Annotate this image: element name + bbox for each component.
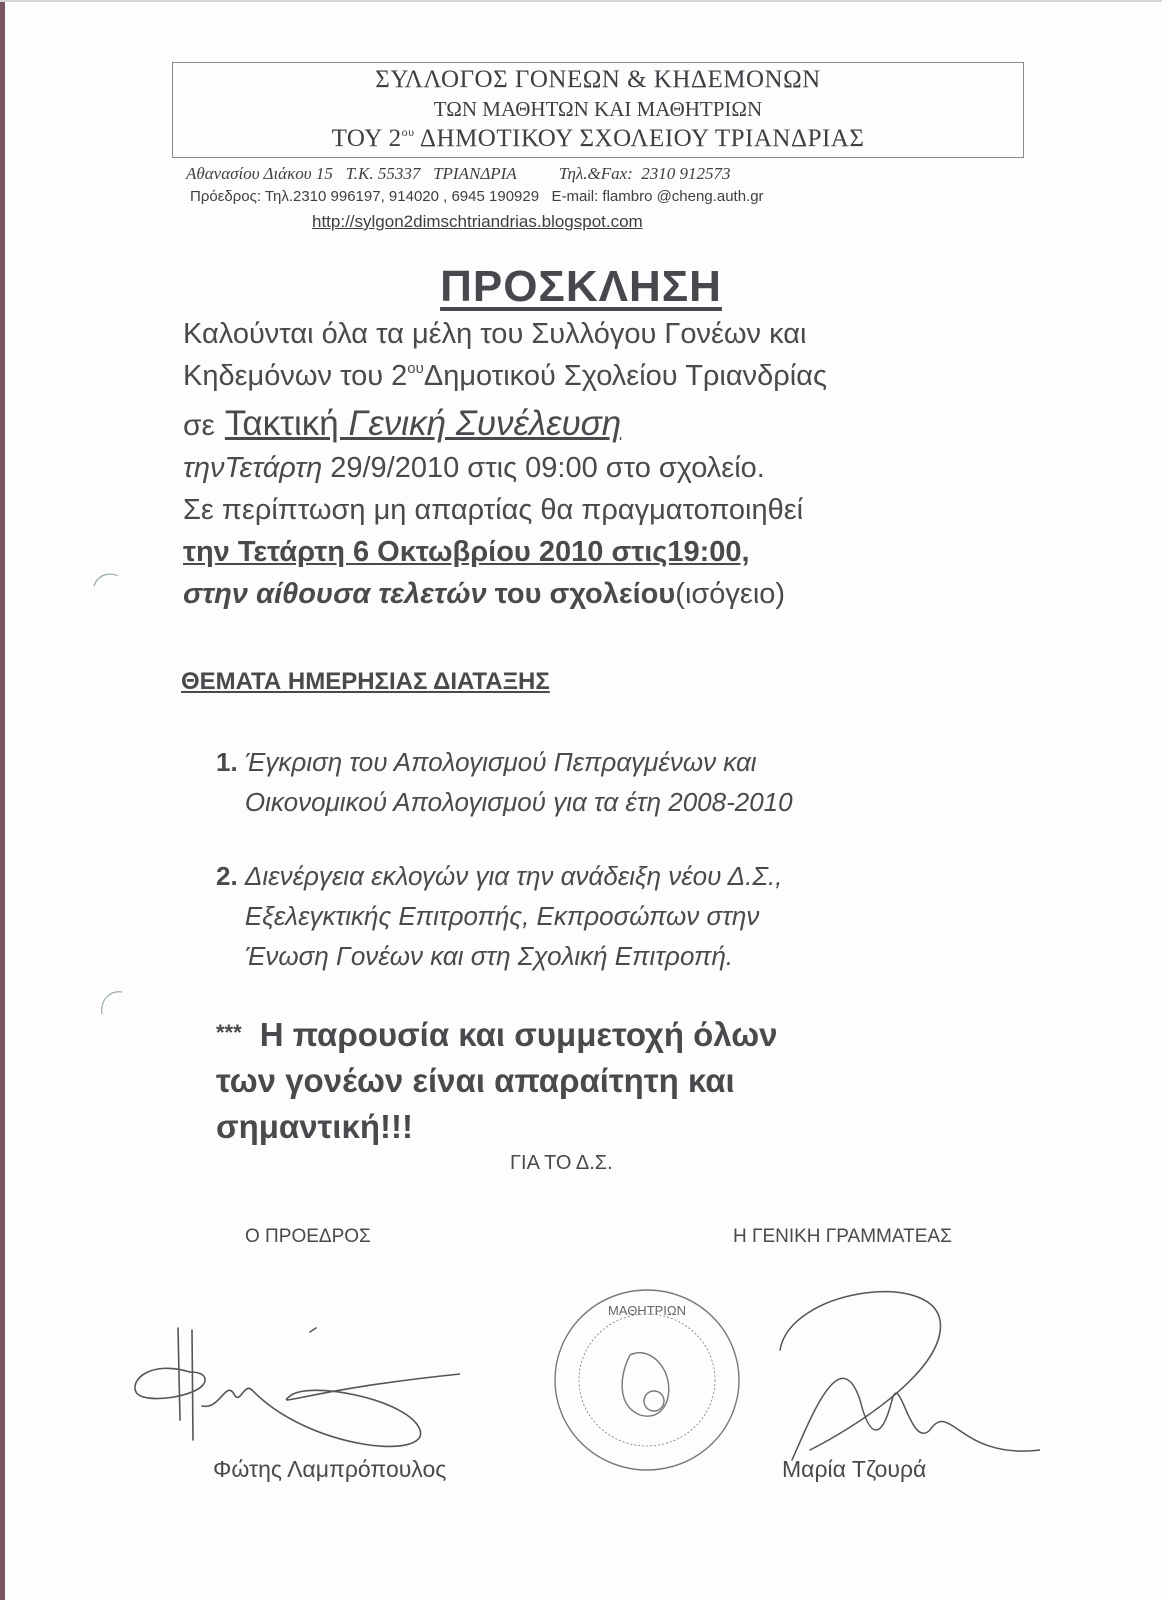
assembly-type-italic: Γενική Συνέλευση [348,404,622,443]
invitation-title [0,262,1162,312]
scan-edge-left [0,0,5,1600]
body-line-2 [183,360,827,393]
letterhead-box [172,62,1024,158]
assembly-type [225,404,621,443]
closing-line-1: Η παρουσία και συμμετοχή όλων [259,1016,778,1053]
org-line3-sup: ου [401,125,415,139]
first-date-rest: 29/9/2010 στις 09:00 στο σχολείο. [322,452,765,484]
closing-statement [216,1010,778,1150]
org-name-line-3 [173,125,1023,153]
org-line3-post: ΔΗΜΟΤΙΚΟΥ ΣΧΟΛΕΙΟΥ ΤΡΙΑΝΔΡΙΑΣ [414,125,865,152]
agenda-item-2-line-1: Διενέργεια εκλογών για την ανάδειξη νέου Δ.Σ., [244,861,783,891]
secretary-role: Η ΓΕΝΙΚΗ ΓΡΑΜΜΑΤΕΑΣ [733,1226,952,1247]
body-line-1: Καλούνται όλα τα μέλη του Συλλόγου Γονέων και [183,318,807,350]
stamp-text: ΜΑΘΗΤΡΙΩΝ [607,1303,687,1318]
venue-line [183,578,785,611]
org-name-line-2: ΤΩΝ ΜΑΘΗΤΩΝ ΚΑΙ ΜΑΘΗΤΡΙΩΝ [433,97,763,121]
president-contact-line: Πρόεδρος: Τηλ.2310 996197, 914020 , 6945 190929 E-mail: flambro @cheng.auth.gr [190,188,764,205]
org-line3-pre: ΤΟΥ 2 [331,125,402,152]
president-name: Φώτης Λαμπρόπουλος [213,1456,447,1482]
org-name-line-1: ΣΥΛΛΟΓΟΣ ΓΟΝΕΩΝ & ΚΗΔΕΜΟΝΩΝ [375,66,821,93]
body-line-2-pre: Κηδεμόνων του 2 [183,360,408,392]
president-role: Ο ΠΡΟΕΔΡΟΣ [245,1226,371,1247]
asterisks: *** [216,1020,242,1045]
venue-school: του σχολείου [486,578,676,610]
closing-line-3: σημαντική!!! [216,1108,413,1145]
closing-line-2: των γονέων είναι απαραίτητη και [216,1062,735,1099]
agenda-item-2-number: 2. [216,861,238,891]
president-signature [130,1320,460,1460]
body-line-4 [183,452,765,485]
assembly-type-regular: Τακτική [224,404,349,443]
agenda-item-1 [216,742,793,822]
punch-hole-mark-icon [96,988,126,1018]
agenda-item-2-line-3: Ένωση Γονέων και στη Σχολική Επιτροπή. [244,941,734,971]
agenda-heading: ΘΕΜΑΤΑ ΗΜΕΡΗΣΙΑΣ ΔΙΑΤΑΞΗΣ [181,668,550,695]
punch-hole-mark-icon [92,570,122,590]
second-date-line: την Τετάρτη 6 Οκτωβρίου 2010 στις19:00, [183,536,750,568]
scan-edge-top [0,0,1162,2]
agenda-item-1-text [245,742,793,822]
venue-floor: (ισόγειο) [675,578,786,610]
blog-link[interactable]: http://sylgon2dimschtriandrias.blogspot.com [312,212,643,231]
official-stamp [550,1285,745,1475]
venue-hall: στην αίθουσα τελετών [183,578,487,610]
agenda-item-2-text [245,856,782,976]
body-line-5: Σε περίπτωση μη απαρτίας θα πραγματοποιηθεί [183,494,804,526]
body-line-2-post: Δημοτικού Σχολείου Τριανδρίας [423,360,827,392]
first-date-day: τηνΤετάρτη [183,452,323,484]
agenda-item-2-line-2: Εξελεγκτικής Επιτροπής, Εκπροσώπων στην [244,901,760,931]
body-line-3 [183,404,621,444]
body-line-2-sup: ου [407,360,424,377]
secretary-signature [770,1280,1040,1470]
agenda-item-1-number: 1. [216,747,238,777]
invitation-title-text: ΠΡΟΣΚΛΗΣΗ [440,262,722,311]
agenda-item-1-line-2: Οικονομικού Απολογισμού για τα έτη 2008-2010 [244,787,793,817]
agenda-item-2 [216,856,782,976]
body-line-3-pre: σε [183,409,215,442]
address-line: Αθανασίου Διάκου 15 Τ.Κ. 55337 ΤΡΙΑΝΔΡΙΑ Τηλ.&Fax: 2310 912573 [186,164,731,183]
agenda-item-1-line-1: Έγκριση του Απολογισμού Πεπραγμένων και [244,747,757,777]
for-board-label: ΓΙΑ ΤΟ Δ.Σ. [510,1152,613,1174]
secretary-name: Μαρία Τζουρά [782,1456,927,1482]
